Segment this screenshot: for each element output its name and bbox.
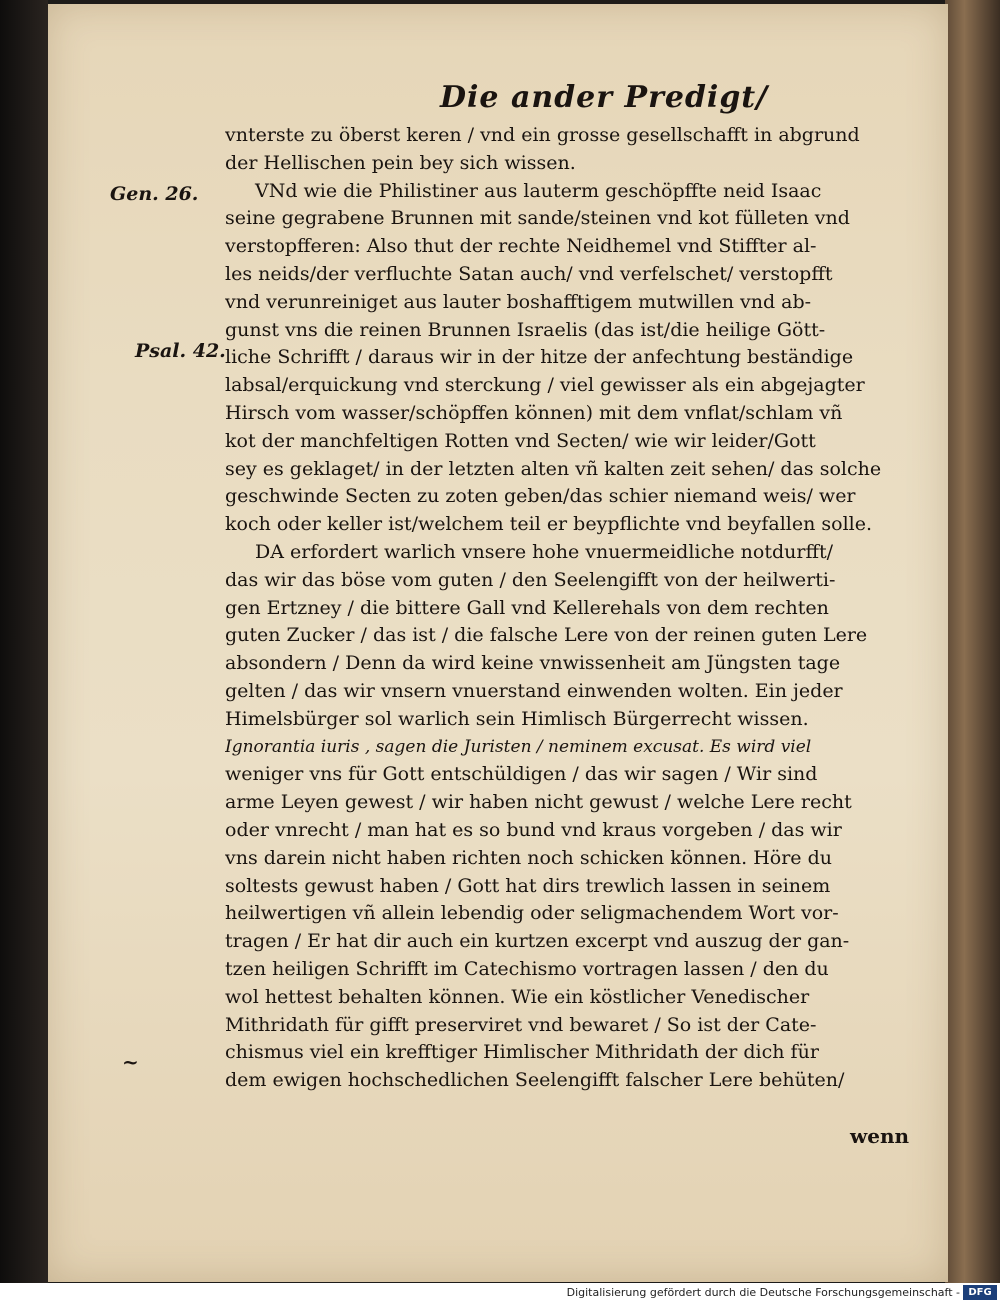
text-line: wol hettest behalten können. Wie ein köstlicher Venedischer [225,985,810,1008]
text-line: Hirsch vom wasser/schöpffen können) mit dem vnflat/schlam vñ [225,401,843,424]
text-line: arme Leyen gewest / wir haben nicht gewust / welche Lere recht [225,791,852,814]
text-line: gen Ertzney / die bittere Gall vnd Kellerehals von dem rechten [225,596,829,619]
book-left-edge [0,0,48,1283]
text-line: sey es geklaget/ in der letzten alten vñ kalten zeit sehen/ das solche [225,457,882,480]
text-line: labsal/erquickung vnd sterckung / viel gewisser als ein abgejagter [225,374,865,397]
text-line: chismus viel ein krefftiger Himlischer Mithridath der dich für [225,1041,819,1064]
page-text [225,122,930,1095]
text-line: oder vnrecht / man hat es so bund vnd kraus vorgeben / das wir [225,818,842,841]
dfg-logo: DFG [963,1285,997,1300]
text-line: les neids/der verfluchte Satan auch/ vnd verfelschet/ verstopfft [225,262,833,285]
text-line: tragen / Er hat dir auch ein kurtzen excerpt vnd auszug der gan- [225,930,850,953]
text-line: Mithridath für gifft preserviret vnd bewaret / So ist der Cate- [225,1013,817,1036]
book-right-edge [945,0,1000,1283]
text-line: verstopfferen: Also thut der rechte Neidhemel vnd Stiffter al- [225,235,817,258]
running-head: Die ander Predigt/ [440,80,769,115]
text-line: geschwinde Secten zu zoten geben/das schier niemand weis/ wer [225,485,856,508]
text-line: gunst vns die reinen Brunnen Israelis (das ist/die heilige Gött- [225,318,826,341]
text-line: kot der manchfeltigen Rotten vnd Secten/ wie wir leider/Gott [225,429,816,452]
text-line: tzen heiligen Schrifft im Catechismo vortragen lassen / den du [225,957,829,980]
text-line: VNd wie die Philistiner aus lauterm geschöpffte neid Isaac [255,179,822,202]
text-line: vns darein nicht haben richten noch schicken können. Höre du [225,846,832,869]
catchword: wenn [850,1124,910,1148]
marginal-note-genesis: Gen. 26. [110,183,199,205]
text-line: gelten / das wir vnsern vnuerstand einwenden wolten. Ein jeder [225,679,843,702]
text-line: soltests gewust haben / Gott hat dirs trewlich lassen in seinem [225,874,831,897]
text-line: seine gegrabene Brunnen mit sande/steinen vnd kot fülleten vnd [225,207,850,230]
marginal-mark: ~ [122,1050,139,1074]
text-line: heilwertigen vñ allein lebendig oder seligmachendem Wort vor- [225,902,839,925]
text-line: der Hellischen pein bey sich wissen. [225,151,576,174]
text-line: dem ewigen hochschedlichen Seelengifft falscher Lere behüten/ [225,1069,845,1092]
text-line: guten Zucker / das ist / die falsche Lere von der reinen guten Lere [225,624,868,647]
text-line: liche Schrifft / daraus wir in der hitze der anfechtung beständige [225,346,854,369]
text-line: DA erfordert warlich vnsere hohe vnuermeidliche notdurfft/ [255,540,833,563]
text-line: weniger vns für Gott entschüldigen / das wir sagen / Wir sind [225,763,818,786]
text-line: koch oder keller ist/welchem teil er beypflichte vnd beyfallen solle. [225,513,873,536]
text-line: Himelsbürger sol warlich sein Himlisch Bürgerrecht wissen. [225,707,809,730]
text-line: Ignorantia iuris , sagen die Juristen / neminem excusat. Es wird viel [225,736,812,757]
text-line: absondern / Denn da wird keine vnwissenheit am Jüngsten tage [225,652,841,675]
funding-notice: Digitalisierung gefördert durch die Deutsche Forschungsgemeinschaft - [566,1286,960,1299]
text-line: vnterste zu öberst keren / vnd ein grosse gesellschafft in abgrund [225,124,860,146]
marginal-note-psalm: Psal. 42. [135,340,226,362]
text-line: vnd verunreiniget aus lauter boshafftigem mutwillen vnd ab- [225,290,812,313]
footer-bar [0,1283,1000,1303]
text-line: das wir das böse vom guten / den Seelengifft von der heilwerti- [225,568,836,591]
